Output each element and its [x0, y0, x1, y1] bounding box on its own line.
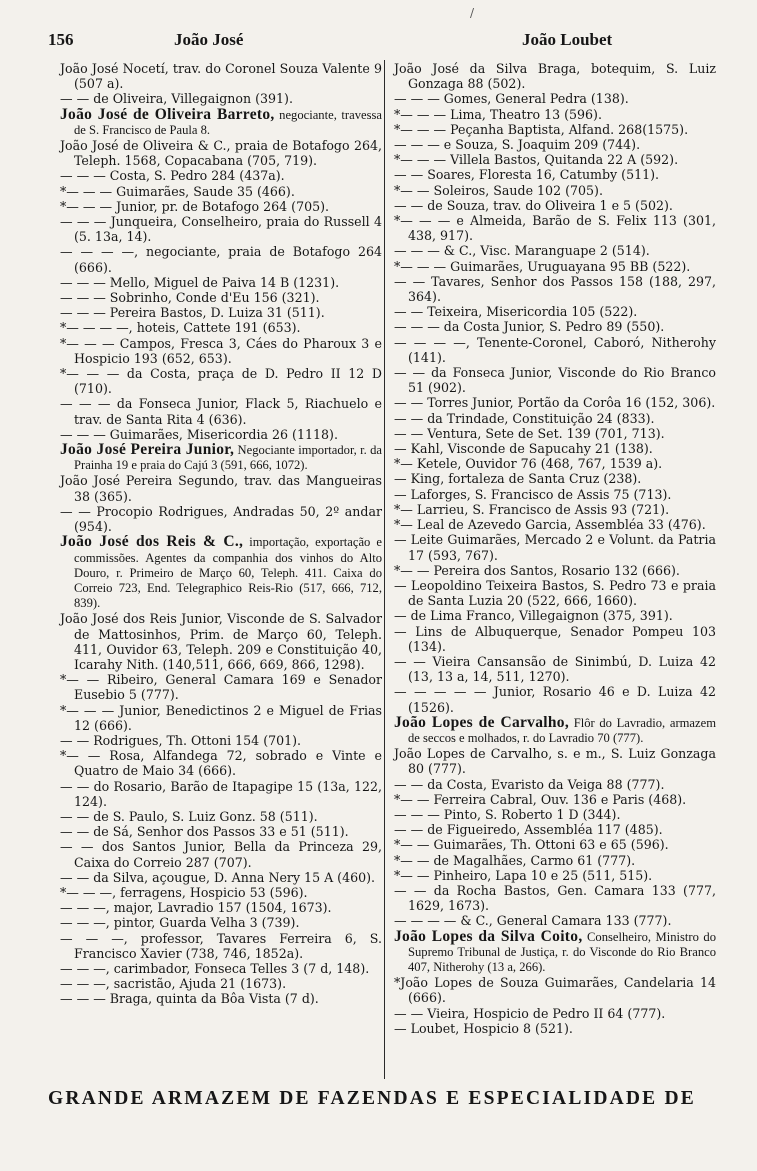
entry-text: — Loubet, Hospicio 8 (521). [394, 1020, 573, 1036]
entry-text: — — da Trindade, Constituição 24 (833). [394, 410, 655, 426]
directory-entry [392, 122, 716, 137]
entry-text: *— — Soleiros, Saude 102 (705). [394, 182, 603, 198]
directory-entry [392, 608, 716, 623]
entry-text: Conselheiro, Ministro do Supremo Tribunal de Justiça, r. do Visconde do Rio Branco 407, Nitherohy (13 a, 266). [408, 929, 717, 974]
entry-heading: João Lopes de Carvalho, [394, 713, 570, 731]
directory-entry [392, 1006, 716, 1021]
left-running-title: João José [174, 30, 244, 49]
entry-text: *— — — Junior, pr. de Botafogo 264 (705). [60, 198, 330, 214]
directory-entry [58, 839, 382, 869]
directory-entry [58, 61, 382, 91]
directory-entry [392, 502, 716, 517]
entry-text: — — de Sá, Senhor dos Passos 33 e 51 (511). [60, 824, 349, 840]
entry-text: — — —, carimbador, Fonseca Telles 3 (7 d, 148). [60, 960, 370, 976]
directory-entry [392, 1021, 716, 1036]
directory-entry [392, 304, 716, 319]
directory-entry [392, 274, 716, 304]
entry-text: *— — — —, hoteis, Cattete 191 (653). [60, 320, 301, 336]
entry-text: — — — da Costa Junior, S. Pedro 89 (550). [394, 319, 665, 335]
directory-entry [58, 214, 382, 244]
entry-text: *— — — Guimarães, Uruguayana 95 BB (522). [394, 258, 691, 274]
directory-entry [58, 915, 382, 930]
directory-entry [392, 471, 716, 486]
entry-text: — — — Mello, Miguel de Paiva 14 B (1231). [60, 274, 340, 290]
entry-heading: João Lopes da Silva Coito, [394, 927, 583, 945]
entry-text: — — —, pintor, Guarda Velha 3 (739). [60, 915, 300, 931]
directory-entry [392, 929, 716, 976]
directory-entry [392, 259, 716, 274]
directory-entry [392, 243, 716, 258]
directory-entry [58, 809, 382, 824]
right-running-title: João Loubet [522, 30, 613, 49]
entry-text: — — —, professor, Tavares Ferreira 6, S. Francisco Xavier (738, 746, 1852a). [60, 930, 382, 961]
entry-text: — — — — — Junior, Rosario 46 e D. Luiza 42 (1526). [394, 684, 716, 715]
entry-text: — — — Pinto, S. Roberto 1 D (344). [394, 806, 621, 822]
column-divider [384, 60, 385, 1079]
entry-text: Negociante importador, r. da Prainha 19 e praia do Cajú 3 (591, 666, 1072). [74, 443, 382, 473]
directory-entry [392, 853, 716, 868]
directory-entry [392, 441, 716, 456]
directory-entry [58, 138, 382, 168]
directory-entry [392, 792, 716, 807]
directory-entry [58, 779, 382, 809]
entry-text: João José dos Reis Junior, Visconde de S. Salvador de Mattosinhos, Prim. de Março 60, Teleph. 411, Ouvidor 63, Teleph. 209 e Constituição 40, Icarahy Nith. (140,511, 666, 669, 866, 1298). [60, 611, 382, 672]
entry-text: — — — Guimarães, Misericordia 26 (1118). [60, 426, 338, 442]
entry-text: — — —, sacristão, Ajuda 21 (1673). [60, 976, 287, 992]
directory-entry [58, 931, 382, 961]
directory-entry [392, 183, 716, 198]
directory-entry [392, 61, 716, 91]
entry-text: *— — —, ferragens, Hospicio 53 (596). [60, 884, 308, 900]
directory-entry [58, 748, 382, 778]
directory-entry [392, 198, 716, 213]
entry-text: — — de Figueiredo, Assembléa 117 (485). [394, 822, 663, 838]
directory-entry [392, 807, 716, 822]
directory-entry [392, 91, 716, 106]
entry-text: *— — — e Almeida, Barão de S. Felix 113 (301, 438, 917). [394, 213, 716, 244]
entry-text: *— — — Campos, Fresca 3, Cáes do Pharoux 3 e Hospicio 193 (652, 653). [60, 335, 382, 366]
entry-text: João José da Silva Braga, botequim, S. Luiz Gonzaga 88 (502). [394, 61, 716, 92]
directory-entry [392, 365, 716, 395]
entry-text: — — Vieira Cansansão de Sinimbú, D. Luiza 42 (13, 13 a, 14, 511, 1270). [394, 653, 716, 685]
directory-entry [58, 168, 382, 183]
directory-entry [58, 244, 382, 274]
directory-entry [58, 442, 382, 473]
entry-text: *João Lopes de Souza Guimarães, Candelaria 14 (666). [394, 975, 716, 1006]
entry-text: João José Pereira Segundo, trav. das Mangueiras 38 (365). [60, 473, 382, 504]
directory-entry [58, 184, 382, 199]
directory-entry [392, 319, 716, 334]
directory-entry [58, 824, 382, 839]
left-column [58, 61, 382, 1007]
directory-entry [58, 504, 382, 534]
entry-text: — — — & C., Visc. Maranguape 2 (514). [394, 243, 650, 259]
entry-text: *— — — Lima, Theatro 13 (596). [394, 106, 602, 122]
directory-entry [392, 107, 716, 122]
directory-entry [58, 199, 382, 214]
entry-text: — — Vieira, Hospicio de Pedro II 64 (777). [394, 1005, 666, 1021]
directory-entry [392, 684, 716, 714]
entry-heading: João José de Oliveira Barreto, [60, 105, 275, 123]
entry-text: — — de Souza, trav. do Oliveira 1 e 5 (502). [394, 197, 673, 213]
entry-text: *— Ketele, Ouvidor 76 (468, 767, 1539 a). [394, 456, 663, 472]
directory-entry [58, 305, 382, 320]
entry-text: — — — Braga, quinta da Bôa Vista (7 d). [60, 991, 319, 1007]
entry-text: — de Lima Franco, Villegaignon (375, 391). [394, 608, 673, 624]
entry-text: João José de Oliveira & C., praia de Botafogo 264, Teleph. 1568, Copacabana (705, 719). [60, 138, 382, 169]
entry-text: — King, fortaleza de Santa Cruz (238). [394, 471, 642, 487]
entry-text: *— — — Peçanha Baptista, Alfand. 268(1575). [394, 121, 689, 137]
entry-text: — — Torres Junior, Portão da Corôa 16 (152, 306). [394, 395, 716, 411]
entry-text: João José Nocetí, trav. do Coronel Souza Valente 9 (507 a). [60, 61, 382, 92]
entry-text: *— — Ferreira Cabral, Ouv. 136 e Paris (468). [394, 791, 687, 807]
directory-entry [58, 703, 382, 733]
directory-entry [58, 107, 382, 138]
scan-artifact: / [470, 6, 475, 20]
entry-text: — — Teixeira, Misericordia 105 (522). [394, 304, 638, 320]
entry-text: — — Rodrigues, Th. Ottoni 154 (701). [60, 732, 302, 748]
entry-text: — — Soares, Floresta 16, Catumby (511). [394, 167, 660, 183]
directory-entry [392, 395, 716, 410]
directory-entry [392, 167, 716, 182]
directory-entry [392, 975, 716, 1005]
entry-text: *— — Pinheiro, Lapa 10 e 25 (511, 515). [394, 867, 653, 883]
directory-entry [58, 275, 382, 290]
directory-entry [392, 578, 716, 608]
directory-entry [58, 366, 382, 396]
directory-entry [58, 336, 382, 366]
entry-text: *— — — da Costa, praça de D. Pedro II 12 D (710). [60, 366, 382, 397]
entry-text: — — de S. Paulo, S. Luiz Gonz. 58 (511). [60, 808, 318, 824]
directory-entry [58, 611, 382, 672]
entry-text: — — da Fonseca Junior, Visconde do Rio Branco 51 (902). [394, 365, 716, 396]
entry-text: *— — — Guimarães, Saude 35 (466). [60, 183, 295, 199]
directory-entry [392, 335, 716, 365]
entry-text: — — Ventura, Sete de Set. 139 (701, 713). [394, 425, 665, 441]
directory-entry [58, 961, 382, 976]
directory-entry [392, 624, 716, 654]
entry-text: *— Leal de Azevedo Garcia, Assembléa 33 (476). [394, 517, 706, 533]
directory-entry [392, 487, 716, 502]
entry-text: *— Larrieu, S. Francisco de Assis 93 (721). [394, 501, 670, 517]
directory-entry [392, 883, 716, 913]
directory-entry [392, 137, 716, 152]
directory-entry [392, 411, 716, 426]
entry-text: — — da Silva, açougue, D. Anna Nery 15 A (460). [60, 869, 376, 885]
directory-entry [58, 733, 382, 748]
entry-text: — — do Rosario, Barão de Itapagipe 15 (13a, 122, 124). [60, 778, 382, 809]
directory-entry [392, 563, 716, 578]
entry-text: — — — Sobrinho, Conde d'Eu 156 (321). [60, 290, 320, 306]
entry-text: *— — Rosa, Alfandega 72, sobrado e Vinte e Quatro de Maio 34 (666). [60, 748, 382, 779]
directory-entry [58, 290, 382, 305]
directory-entry [392, 517, 716, 532]
directory-entry [58, 396, 382, 426]
directory-entry [392, 654, 716, 684]
entry-text: *— — — Junior, Benedictinos 2 e Miguel de Frias 12 (666). [60, 702, 382, 733]
directory-entry [58, 870, 382, 885]
directory-entry [58, 900, 382, 915]
directory-entry [58, 427, 382, 442]
entry-text: — — dos Santos Junior, Bella da Princeza 29, Caixa do Correio 287 (707). [60, 839, 382, 870]
directory-entry [392, 532, 716, 562]
entry-text: — Laforges, S. Francisco de Assis 75 (713). [394, 486, 672, 502]
entry-text: *— — Ribeiro, General Camara 169 e Senador Eusebio 5 (777). [60, 672, 382, 703]
directory-entry [58, 320, 382, 335]
entry-text: — — da Costa, Evaristo da Veiga 88 (777). [394, 776, 665, 792]
directory-entry [392, 868, 716, 883]
entry-text: — — — —, negociante, praia de Botafogo 264 (666). [60, 244, 382, 275]
right-column [392, 61, 716, 1036]
entry-text: — — Procopio Rodrigues, Andradas 50, 2º andar (954). [60, 503, 382, 535]
entry-text: *— — Pereira dos Santos, Rosario 132 (666). [394, 562, 680, 578]
entry-text: — — — Costa, S. Pedro 284 (437a). [60, 168, 285, 184]
entry-text: *— — de Magalhães, Carmo 61 (777). [394, 852, 636, 868]
directory-entry [392, 913, 716, 928]
entry-text: Flôr do Lavradio, armazem de seccos e molhados, r. do Lavradio 70 (777). [408, 715, 716, 745]
directory-entry [392, 426, 716, 441]
entry-text: — Leite Guimarães, Mercado 2 e Volunt. da Patria 17 (593, 767). [394, 532, 716, 563]
entry-text: — — — —, Tenente-Coronel, Caboró, Nitherohy (141). [394, 334, 716, 365]
entry-text: — Kahl, Visconde de Sapucahy 21 (138). [394, 441, 653, 457]
directory-entry [392, 822, 716, 837]
entry-text: — — de Oliveira, Villegaignon (391). [60, 91, 293, 107]
directory-entry [392, 837, 716, 852]
directory-entry [58, 672, 382, 702]
entry-heading: João José Pereira Junior, [60, 441, 235, 459]
directory-entry [392, 777, 716, 792]
entry-text: — Leopoldino Teixeira Bastos, S. Pedro 73 e praia de Santa Luzia 20 (522, 666, 1660). [394, 577, 716, 609]
entry-text: importação, exportação e commissões. Agentes da companhia dos vinhos do Alto Douro, r. Primeiro de Março 60, Teleph. 411. Caixa do Correio 723, End. Telegraphico Reis-Rio (517, 666, 712, 839). [74, 535, 382, 611]
directory-entry [392, 152, 716, 167]
entry-text: negociante, travessa de S. Francisco de Paula 8. [74, 107, 382, 137]
entry-text: *— — Guimarães, Th. Ottoni 63 e 65 (596). [394, 837, 669, 853]
directory-entry [392, 746, 716, 776]
directory-entry [58, 976, 382, 991]
entry-heading: João José dos Reis & C., [60, 533, 244, 551]
entry-text: — — —, major, Lavradio 157 (1504, 1673). [60, 900, 332, 916]
directory-entry [392, 715, 716, 746]
directory-entry [58, 473, 382, 503]
page-header [48, 30, 717, 56]
entry-text: — — da Rocha Bastos, Gen. Camara 133 (777, 1629, 1673). [394, 882, 716, 914]
directory-entry [58, 991, 382, 1006]
entry-text: — — — Pereira Bastos, D. Luiza 31 (511). [60, 305, 325, 321]
entry-text: João Lopes de Carvalho, s. e m., S. Luiz Gonzaga 80 (777). [394, 746, 716, 777]
entry-text: — Lins de Albuquerque, Senador Pompeu 103 (134). [394, 623, 716, 654]
directory-entry [58, 534, 382, 611]
entry-text: — — — — & C., General Camara 133 (777). [394, 913, 672, 929]
entry-text: — — — Gomes, General Pedra (138). [394, 91, 629, 107]
entry-text: *— — — Villela Bastos, Quitanda 22 A (592). [394, 152, 679, 168]
directory-entry [58, 885, 382, 900]
entry-text: — — — Junqueira, Conselheiro, praia do Russell 4 (5. 13a, 14). [60, 214, 382, 245]
directory-entry [58, 91, 382, 106]
entry-text: — — Tavares, Senhor dos Passos 158 (188, 297, 364). [394, 273, 716, 305]
page-footer-advert: GRANDE ARMAZEM DE FAZENDAS E ESPECIALIDADE DE [48, 1088, 696, 1109]
directory-entry [392, 213, 716, 243]
directory-entry [392, 456, 716, 471]
entry-text: — — — da Fonseca Junior, Flack 5, Riachuelo e trav. de Santa Rita 4 (636). [60, 396, 382, 427]
entry-text: — — — e Souza, S. Joaquim 209 (744). [394, 137, 641, 153]
page-number: 156 [48, 30, 74, 49]
